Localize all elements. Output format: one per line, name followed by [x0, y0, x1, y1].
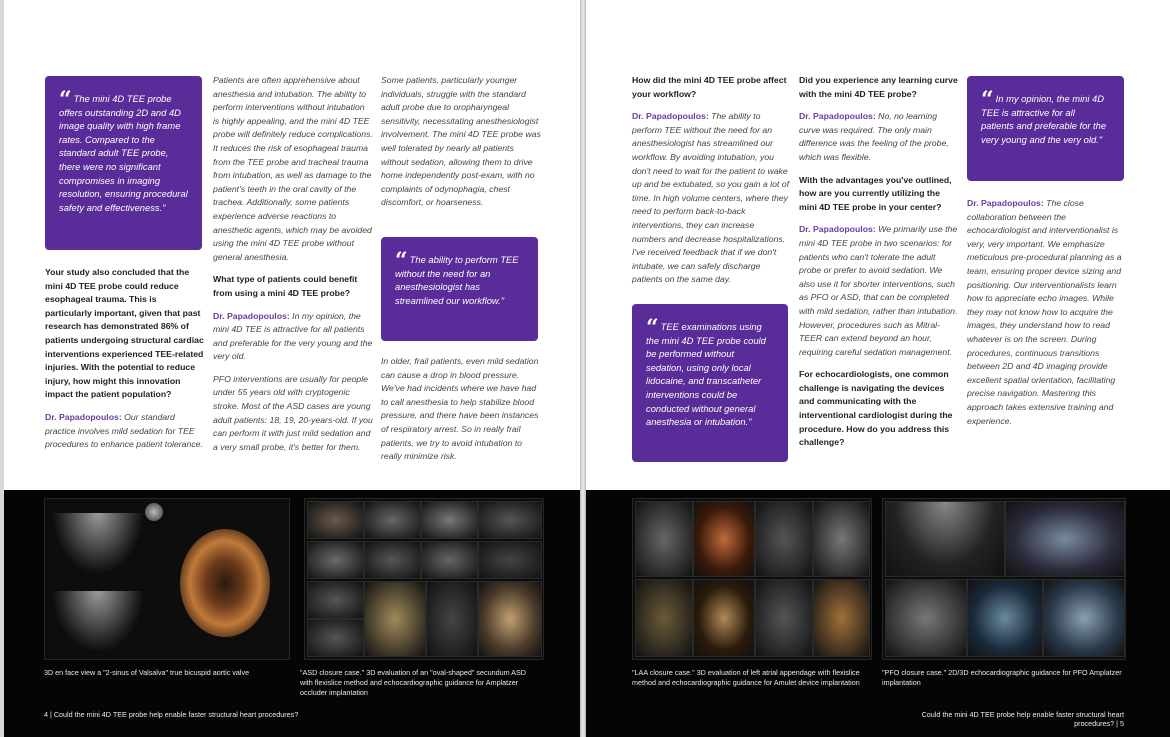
pfo-3d-tile [1043, 579, 1125, 657]
pull-quote-text: The ability to perform TEE without the need for an anesthesiologist has streamlined our workflow." [395, 254, 519, 306]
answer-patient-types [213, 310, 373, 364]
speaker-label: Dr. Papadopoulos: [799, 111, 876, 122]
bicuspid-valve-image [44, 498, 290, 660]
pull-quote-text: In my opinion, the mini 4D TEE is attractive for all patients and preferable for the very young and the very old." [981, 93, 1107, 145]
valve-3d-render [180, 529, 270, 637]
pfo-3d-tile [967, 579, 1043, 657]
laa-tile [635, 579, 693, 657]
paragraph-younger-patients: Some patients, particularly younger individuals, struggle with the standard adult probe due to oropharyngeal sensitivity, necessitating anesthesiologist involvement. The mini 4D TEE probe was well tolerated by nearly all patients without sedation, allowing them to drive home independently post-exam, with no complaints of odynophagia, chest discomfort, or hoarseness. [381, 75, 541, 208]
laa-3d-tile [693, 501, 755, 577]
left-column-1 [45, 266, 205, 461]
echo-2d-view-icon [53, 591, 143, 651]
asd-tile [478, 541, 542, 579]
quote-mark-icon: “ [59, 87, 72, 113]
answer-text: The close collaboration between the echocardiologist and interventionalist is very, very important. We emphasize meticulous pre-procedural planning as a team, ensuring proper device sizing and positioning. Our interventionalists learn how to appreciate echo images. While they may not know how to acquire the images, they understand how to read whatever is on the screen. During procedures, continuous transitions between 2D and 4D imaging provide excellent spatial orientation, facilitating precise navigation. Mastering this approach takes extensive training and experience. [967, 198, 1122, 426]
paragraph-pfo: PFO interventions are usually for people under 55 years old with cryptogenic stroke. Most of the ASD cases are young adult patients: 18, 19, 20-years-old. If you can perform it with just mild sedation and a very small probe, it's better for them. [213, 373, 373, 452]
laa-tile [755, 501, 813, 577]
right-page [586, 0, 1170, 737]
asd-tile [421, 541, 478, 579]
speaker-label: Dr. Papadopoulos: [632, 111, 709, 122]
pull-quote-attractive [967, 76, 1124, 181]
speaker-label: Dr. Papadopoulos: [967, 198, 1044, 208]
right-column-2 [799, 74, 959, 459]
quote-mark-icon: “ [646, 315, 659, 341]
speaker-label: Dr. Papadopoulos: [213, 310, 290, 321]
pfo-3d-tile [1005, 501, 1125, 577]
answer-utilization [799, 223, 959, 359]
left-column-3 [381, 74, 541, 219]
asd-tile [307, 581, 364, 619]
laa-tile [755, 579, 813, 657]
right-column-3 [967, 197, 1127, 437]
question-utilization: With the advantages you've outlined, how are you currently utilizing the mini 4D TEE probe in your center? [799, 174, 952, 212]
answer-learning-curve [799, 110, 959, 164]
caption-laa: "LAA closure case." 3D evaluation of left atrial appendage with flexislice method and echocardiographic guidance for Amulet device implantation [632, 668, 860, 687]
caption-bicuspid: 3D en face view a "2-sinus of Valsalva" true bicuspid aortic valve [44, 668, 250, 677]
answer-workflow [632, 110, 790, 287]
laa-tile [813, 501, 870, 577]
laa-tile [635, 501, 693, 577]
answer-text: We primarily use the mini 4D TEE probe in two scenarios: for patients who can't tolerate the adult probe or prefer to avoid sedation. We also use it for shorter interventions, such as PFO or ASD, that can be completed with mild sedation, rather than intubation. However, procedures such as Mitral-TEER can extend beyond an hour, requiring careful sedation management. [799, 224, 958, 357]
asd-tile [307, 619, 364, 657]
laa-3d-tile [813, 579, 870, 657]
question-patient-types: What type of patients could benefit from using a mini 4D TEE probe? [213, 274, 358, 298]
answer-sedation [45, 411, 205, 452]
asd-closure-images [304, 498, 544, 660]
pull-quote-workflow [381, 237, 538, 341]
echo-2d-view-icon [53, 513, 143, 573]
pfo-tile [885, 579, 967, 657]
asd-tile [307, 541, 364, 579]
pull-quote-text: The mini 4D TEE probe offers outstanding 2D and 4D image quality with high frame rates. Compared to the standard adult TEE probe, there were no significant compromises in imaging resolution, ensuring procedural safety and effectiveness." [59, 93, 188, 213]
left-column-2 [213, 74, 373, 463]
laa-closure-images [632, 498, 872, 660]
asd-3d-tile [364, 581, 426, 657]
answer-text: No, no learning curve was required. The only main difference was the feeling of the probe, which was flexible. [799, 111, 949, 162]
caption-pfo: "PFO closure case." 2D/3D echocardiographic guidance for PFO Amplatzer implantation [882, 668, 1122, 687]
image-band-right [586, 490, 1170, 737]
asd-tile [421, 501, 478, 539]
pfo-tile [885, 501, 1005, 577]
quote-mark-icon: “ [981, 87, 994, 113]
asd-tile [364, 541, 421, 579]
left-page [4, 0, 580, 737]
paragraph-frail-patients: In older, frail patients, even mild sedation can cause a drop in blood pressure. We've had incidents where we have had to call anesthesia to help stabilize blood pressure, and there have been instances of respiratory arrest. So in really frail patients, we try to avoid intubation to really minimize risk. [381, 356, 539, 462]
asd-tile [364, 501, 421, 539]
asd-tile [307, 501, 364, 539]
asd-3d-tile [478, 581, 542, 657]
image-band-left [4, 490, 580, 737]
asd-tile [426, 581, 478, 657]
answer-text: The ability to perform TEE without the need for an anesthesiologist has streamlined our workflow. By avoiding intubation, you don't need to wait for the patient to wake up and be extubated, so you gain a lot of time. In high volume centers, where they need to perform back-to-back interventions, they can increase numbers and decrease hospitalizations. I've received feedback that if we don't intubate, we can safely discharge patients on the same day. [632, 111, 789, 285]
thumbnail-icon [145, 503, 163, 521]
paragraph-apprehensive: Patients are often apprehensive about anesthesia and intubation. The ability to perform interventions without intubation is highly appealing, and the mini 4D TEE probe will definitely reduce complications. It reduces the risk of esophageal trauma from the TEE probe and tracheal trauma from intubation, as well as damage to the patient's teeth in the oral cavity of the trachea. Additionally, some patients experience adverse reactions to anesthetic agents, which may be avoided using the mini 4D TEE probe without general anesthesia. [213, 75, 373, 262]
question-esophageal-trauma: Your study also concluded that the mini 4D TEE probe could reduce esophageal trauma. This is particularly important, given that past research has demonstrated 86% of patients undergoing structural cardiac interventions experienced TEE-related injuries. With the potential to reduce injury, how might this innovation impact the patient population? [45, 267, 204, 400]
asd-tile [478, 501, 542, 539]
speaker-label: Dr. Papadopoulos: [799, 224, 876, 235]
answer-communication [967, 197, 1127, 428]
right-column-1 [632, 74, 790, 296]
page-footer-right: Could the mini 4D TEE probe help enable faster structural heart procedures? | 5 [921, 710, 1124, 728]
speaker-label: Dr. Papadopoulos: [45, 411, 122, 422]
answer-text: In my opinion, the mini 4D TEE is attractive for all patients and preferable for the very young and the very old. [213, 310, 373, 362]
pull-quote-text: TEE examinations using the mini 4D TEE probe could be performed without sedation, using only local lidocaine, and transcatheter interventions could be conducted without general anesthesia or intubation." [646, 321, 766, 428]
question-workflow: How did the mini 4D TEE probe affect your workflow? [632, 75, 787, 99]
page-footer-left: 4 | Could the mini 4D TEE probe help enable faster structural heart procedures? [44, 710, 299, 719]
question-communication: For echocardiologists, one common challenge is navigating the devices and communicating with the interventional cardiologist during the procedure. How do you address this challenge? [799, 369, 953, 448]
answer-text: Our standard practice involves mild sedation for TEE procedures to enhance patient tolerance. [45, 411, 203, 450]
pull-quote-outstanding-image [45, 76, 202, 250]
laa-3d-tile [693, 579, 755, 657]
question-learning-curve: Did you experience any learning curve with the mini 4D TEE probe? [799, 75, 958, 99]
caption-asd: "ASD closure case." 3D evaluation of an "oval-shaped" secundum ASD with flexislice method and echocardiographic guidance for Amplatzer occluder implantation [300, 668, 526, 697]
left-column-3b [381, 355, 541, 473]
pull-quote-tee-examinations [632, 304, 788, 462]
quote-mark-icon: “ [395, 248, 408, 274]
pfo-closure-images [882, 498, 1126, 660]
